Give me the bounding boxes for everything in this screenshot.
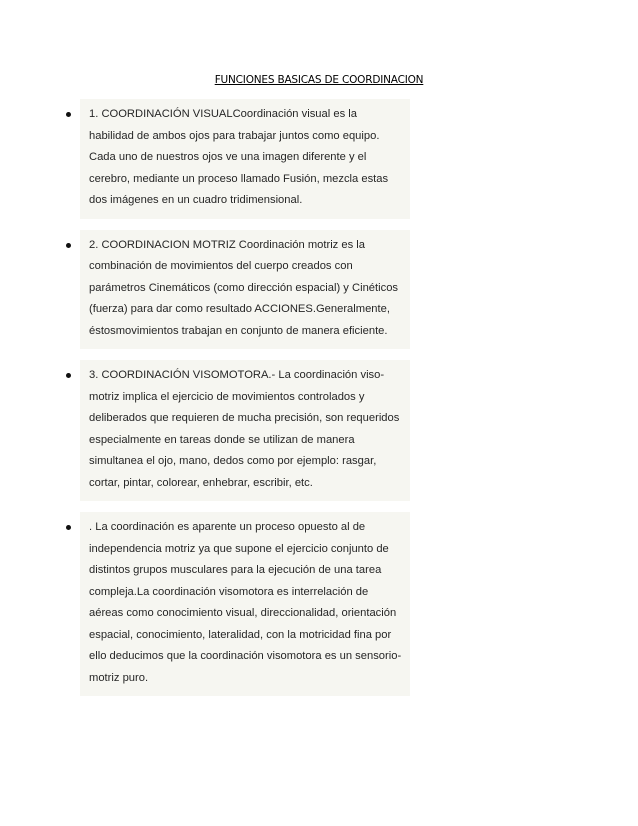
document-title: FUNCIONES BASICAS DE COORDINACION xyxy=(214,74,424,86)
bullet-icon xyxy=(66,525,71,530)
bullet-icon xyxy=(66,243,71,248)
list-item-text: 3. COORDINACIÓN VISOMOTORA.- La coordinación viso-motriz implica el ejercicio de movimientos controlados y deliberados que requieren de mucha precisión, son requeridos especialmente en tareas donde se utilizan de manera simultanea el ojo, mano, dedos como por ejemplo: rasgar, cortar, pintar, colorear, enhebrar, escribir, etc. xyxy=(80,360,410,501)
list-item xyxy=(60,512,410,696)
list-item-text: 1. COORDINACIÓN VISUALCoordinación visual es la habilidad de ambos ojos para trabajar juntos como equipo. Cada uno de nuestros ojos ve una imagen diferente y el cerebro, mediante un proceso llamado Fusión, mezcla estas dos imágenes en un cuadro tridimensional. xyxy=(80,99,410,219)
bullet-icon xyxy=(66,373,71,378)
bullet-icon xyxy=(66,112,71,117)
list-item-text: . La coordinación es aparente un proceso opuesto al de independencia motriz ya que supone el ejercicio conjunto de distintos grupos musculares para la ejecución de una tarea compleja.La coordinación visomotora es interrelación de aéreas como conocimiento visual, direccionalidad, orientación espacial, conocimiento, lateralidad, con la motricidad fina por ello deducimos que la coordinación visomotora es un sensorio-motriz puro. xyxy=(80,512,410,696)
list-item xyxy=(60,360,410,501)
list-item xyxy=(60,99,410,219)
list-item xyxy=(60,230,410,350)
list-item-text: 2. COORDINACION MOTRIZ Coordinación motriz es la combinación de movimientos del cuerpo creados con parámetros Cinemáticos (como dirección espacial) y Cinéticos (fuerza) para dar como resultado ACCIONES.Generalmente, éstosmovimientos trabajan en conjunto de manera eficiente. xyxy=(80,230,410,350)
bullet-list xyxy=(60,99,410,707)
